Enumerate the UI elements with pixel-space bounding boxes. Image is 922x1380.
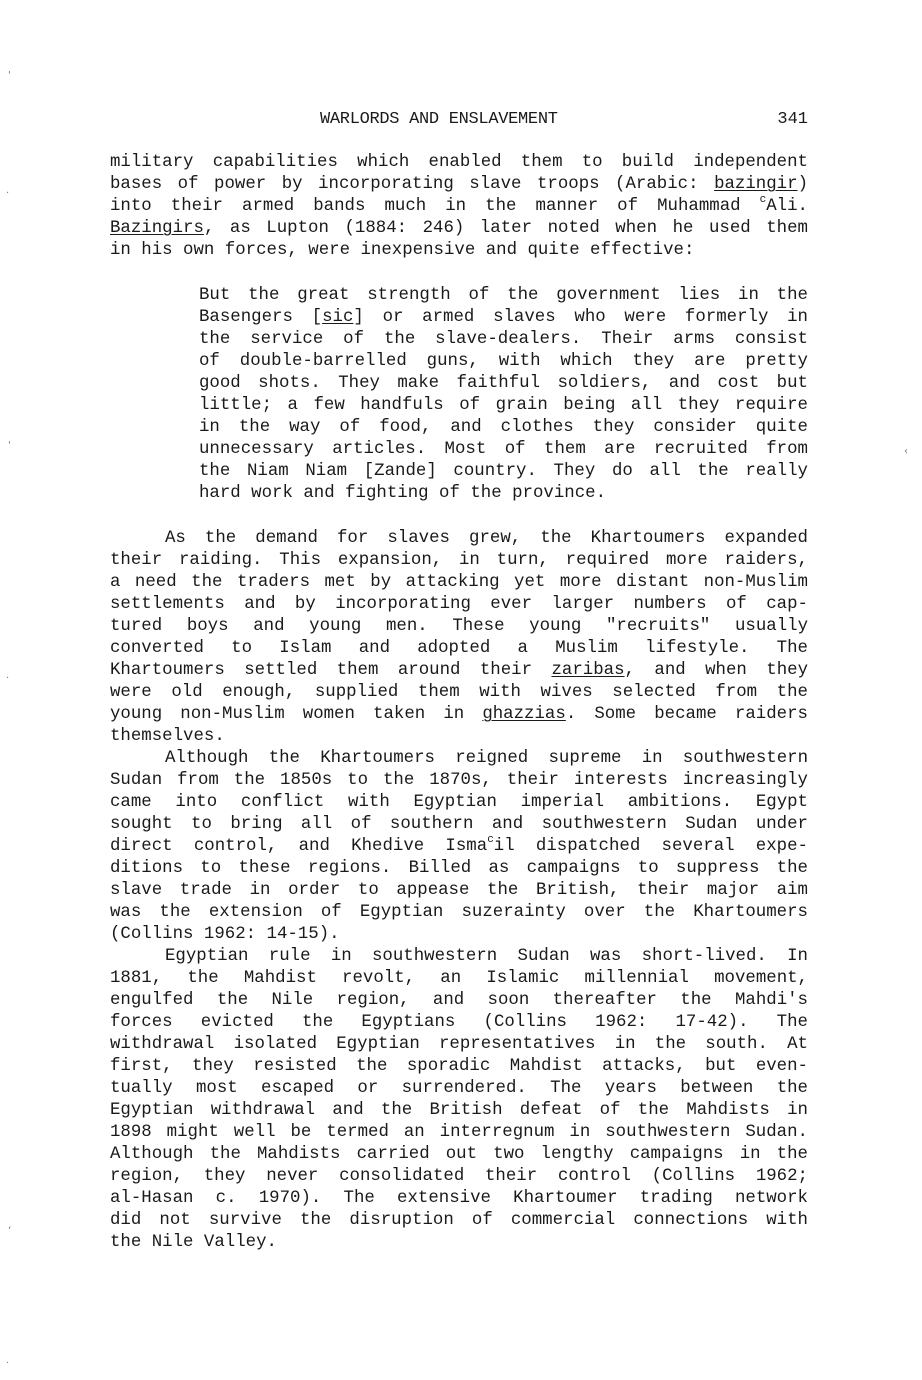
p3-line-7: slave trade in order to appease the British, their major aim [110,881,808,900]
ayn-mark: c [487,834,494,846]
p1-line-3: into their armed bands much in the manner of Muhammad $^c$Ali. [110,194,808,216]
term-bazingir: bazingir [714,175,798,194]
p4-line-10: Although the Mahdists carried out two lengthy campaigns in the [110,1145,808,1164]
ayn-mark: c [759,194,767,206]
p3-line-8: was the extension of Egyptian suzerainty over the Khartoumers [110,903,808,922]
p4-line-13: did not survive the disruption of commercial connections with [110,1211,808,1230]
p3-line-1: Although the Khartoumers reigned supreme in southwestern [165,749,808,768]
term-bazingirs: Bazingirs [110,219,204,238]
scan-speck: . [6,1355,10,1366]
p2-line-7: Khartoumers settled them around their zaribas, and when they [110,661,809,680]
p2-line-6: converted to Islam and adopted a Muslim lifestyle. The [110,639,808,658]
quote-line-7: in the way of food, and clothes they consider quite [199,418,808,437]
p4-line-5: withdrawal isolated Egyptian representatives in the south. At [110,1035,808,1054]
p3-line-3: came into conflict with Egyptian imperial ambitions. Egypt [110,793,808,812]
p1-line-2: bases of power by incorporating slave troops (Arabic: bazingir) [110,175,808,194]
p3-line-4: sought to bring all of southern and southwestern Sudan under [110,815,808,834]
p4-line-14: the Nile Valley. [110,1233,277,1252]
p4-line-12: al-Hasan c. 1970). The extensive Khartoumer trading network [110,1189,808,1208]
term-ghazzias: ghazzias [482,705,566,724]
p4-line-2: 1881, the Mahdist revolt, an Islamic millennial movement, [110,969,808,988]
p2-line-2: their raiding. This expansion, in turn, required more raiders, [110,551,808,570]
scan-speck: . [6,670,10,681]
p4-line-4: forces evicted the Egyptians (Collins 1962: 17-42). The [110,1013,808,1032]
p4-line-11: region, they never consolidated their control (Collins 1962; [110,1167,808,1186]
p4-line-8: Egyptian withdrawal and the British defeat of the Mahdists in [110,1101,808,1120]
p4-line-3: engulfed the Nile region, and soon thereafter the Mahdi's [110,991,808,1010]
running-head: WARLORDS AND ENSLAVEMENT [320,110,558,129]
p1-line-1: military capabilities which enabled them to build independent [110,153,808,172]
p3-line-2: Sudan from the 1850s to the 1870s, their interests increasingly [110,771,808,790]
term-zaribas: zaribas [551,661,625,680]
page-header [110,110,808,132]
p3-line-9: (Collins 1962: 14-15). [110,925,340,944]
p4-line-9: 1898 might well be termed an interregnum in southwestern Sudan. [110,1123,808,1142]
scan-speck: . [6,185,10,196]
quote-line-6: little; a few handfuls of grain being all they require [199,396,808,415]
p4-line-6: first, they resisted the sporadic Mahdist attacks, but even- [110,1057,808,1076]
quote-line-1: But the great strength of the government lies in the [199,286,808,305]
p3-line-6: ditions to these regions. Billed as campaigns to suppress the [110,859,808,878]
p1-line-4: Bazingirs, as Lupton (1884: 246) later noted when he used them [110,219,808,238]
p2-line-8: were old enough, supplied them with wives selected from the [110,683,808,702]
p2-line-3: a need the traders met by attacking yet more distant non-Muslim [110,573,808,592]
quote-line-9: the Niam Niam [Zande] country. They do all the really [199,462,808,481]
p4-line-7: tually most escaped or surrendered. The years between the [110,1079,808,1098]
p1-line-5: in his own forces, were inexpensive and quite effective: [110,241,695,260]
p2-line-10: themselves. [110,727,225,746]
p2-line-5: tured boys and young men. These young "recruits" usually [110,617,808,636]
quote-line-5: good shots. They make faithful soldiers, and cost but [199,374,808,393]
quote-line-3: the service of the slave-dealers. Their arms consist [199,330,808,349]
scan-speck: ‹ [904,446,908,457]
quote-line-10: hard work and fighting of the province. [199,484,607,503]
scan-speck: ' [8,440,11,451]
p2-line-1: As the demand for slaves grew, the Khartoumers expanded [165,529,808,548]
page-number: 341 [777,110,808,129]
scan-speck: , [8,1220,12,1231]
p2-line-4: settlements and by incorporating ever larger numbers of cap- [110,595,808,614]
quote-line-8: unnecessary articles. Most of them are recruited from [199,440,808,459]
p4-line-1: Egyptian rule in southwestern Sudan was short-lived. In [165,947,808,966]
scan-speck: ' [8,70,11,81]
quote-line-2: Basengers [sic] or armed slaves who were formerly in [199,308,808,327]
p3-line-5: direct control, and Khedive Isma$^c$il dispatched several expe- [110,834,808,856]
p2-line-9: young non-Muslim women taken in ghazzias. Some became raiders [110,705,808,724]
term-sic: sic [322,308,354,327]
quote-line-4: of double-barrelled guns, with which they are pretty [199,352,808,371]
